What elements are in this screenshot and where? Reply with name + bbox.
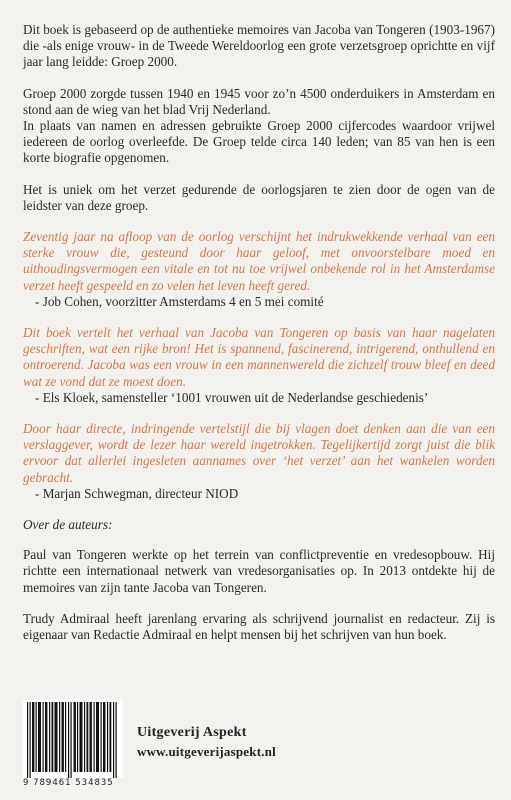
isbn-barcode [23, 700, 123, 790]
quote-kloek [23, 325, 495, 406]
isbn-number: 9 789461 534835 [23, 778, 114, 788]
back-cover-text [23, 22, 495, 658]
quote-text: Zeventig jaar na afloop van de oorlog verschijnt het indrukwekkende verhaal van een sterke vrouw die, gesteund door haar geloof, met onvoorstelbare moed en uithoudingsvermogen een vitale en tot nu toe vrijwel onbekende rol in het Amsterdamse verzet heeft gespeeld en zo velen het leven heeft gered. [23, 229, 495, 293]
quote-attribution: - Els Kloek, samensteller ‘1001 vrouwen uit de Nederlandse geschiedenis’ [35, 389, 429, 405]
publisher-url: www.uitgeverijaspekt.nl [137, 744, 276, 759]
quote-attribution: - Job Cohen, voorzitter Amsterdams 4 en 5 mei comité [35, 293, 324, 309]
publisher-name: Uitgeverij Aspekt [137, 725, 247, 740]
quote-text: Dit boek vertelt het verhaal van Jacoba van Tongeren op basis van haar nagelaten geschriften, wat een rijke bron! Het is spannend, fascinerend, intrigerend, onthullend en ontroerend. Jacoba was een vrouw in een mannenwereld die zichzelf trouw bleef en deed wat ze vond dat ze moest doen. [23, 325, 495, 389]
author-bio-paul: Paul van Tongeren werkte op het terrein van conflictpreventie en vredesopbouw. Hij richtte een internationaal netwerk van vredesorganisaties op. In 2013 ontdekte hij de memoires van zijn tante Jacoba van Tongeren. [23, 547, 495, 595]
barcode-icon [23, 700, 123, 778]
groep-2000-paragraph: Groep 2000 zorgde tussen 1940 en 1945 voor zo’n 4500 onderduikers in Amsterdam en stond aan de wieg van het blad Vrij Nederland. [23, 85, 495, 117]
quote-attribution: - Marjan Schwegman, directeur NIOD [35, 485, 239, 501]
quote-text: Door haar directe, indringende vertelstijl die bij vlagen doet denken aan die van een verslaggever, wordt de lezer haar wereld ingetrokken. Tegelijkertijd zorgt juist die blik ervoor dat allerlei ingesleten aannames over ‘het verzet’ aan het wankelen worden gebracht. [23, 421, 495, 485]
quote-cohen [23, 229, 495, 310]
authors-heading: Over de auteurs: [23, 517, 113, 533]
quote-schwegman [23, 421, 495, 502]
intro-paragraph: Dit boek is gebaseerd op de authentieke memoires van Jacoba van Tongeren (1903-1967) die -als enige vrouw- in de Tweede Wereldoorlog een grote verzetsgroep oprichtte en vijf jaar lang leidde: Groep 2000. [23, 22, 495, 70]
author-bio-trudy: Trudy Admiraal heeft jarenlang ervaring als schrijvend journalist en redacteur. Zij is eigenaar van Redactie Admiraal en helpt mensen bij het schrijven van hun boek. [23, 610, 495, 643]
codes-paragraph: In plaats van namen en adressen gebruikte Groep 2000 cijfercodes waardoor vrijwel iedereen de oorlog overleefde. De Groep telde circa 140 leden; van 85 van hen is een korte biografie opgenomen. [23, 118, 495, 166]
unique-paragraph: Het is uniek om het verzet gedurende de oorlogsjaren te zien door de ogen van de leidster van deze groep. [23, 181, 495, 213]
